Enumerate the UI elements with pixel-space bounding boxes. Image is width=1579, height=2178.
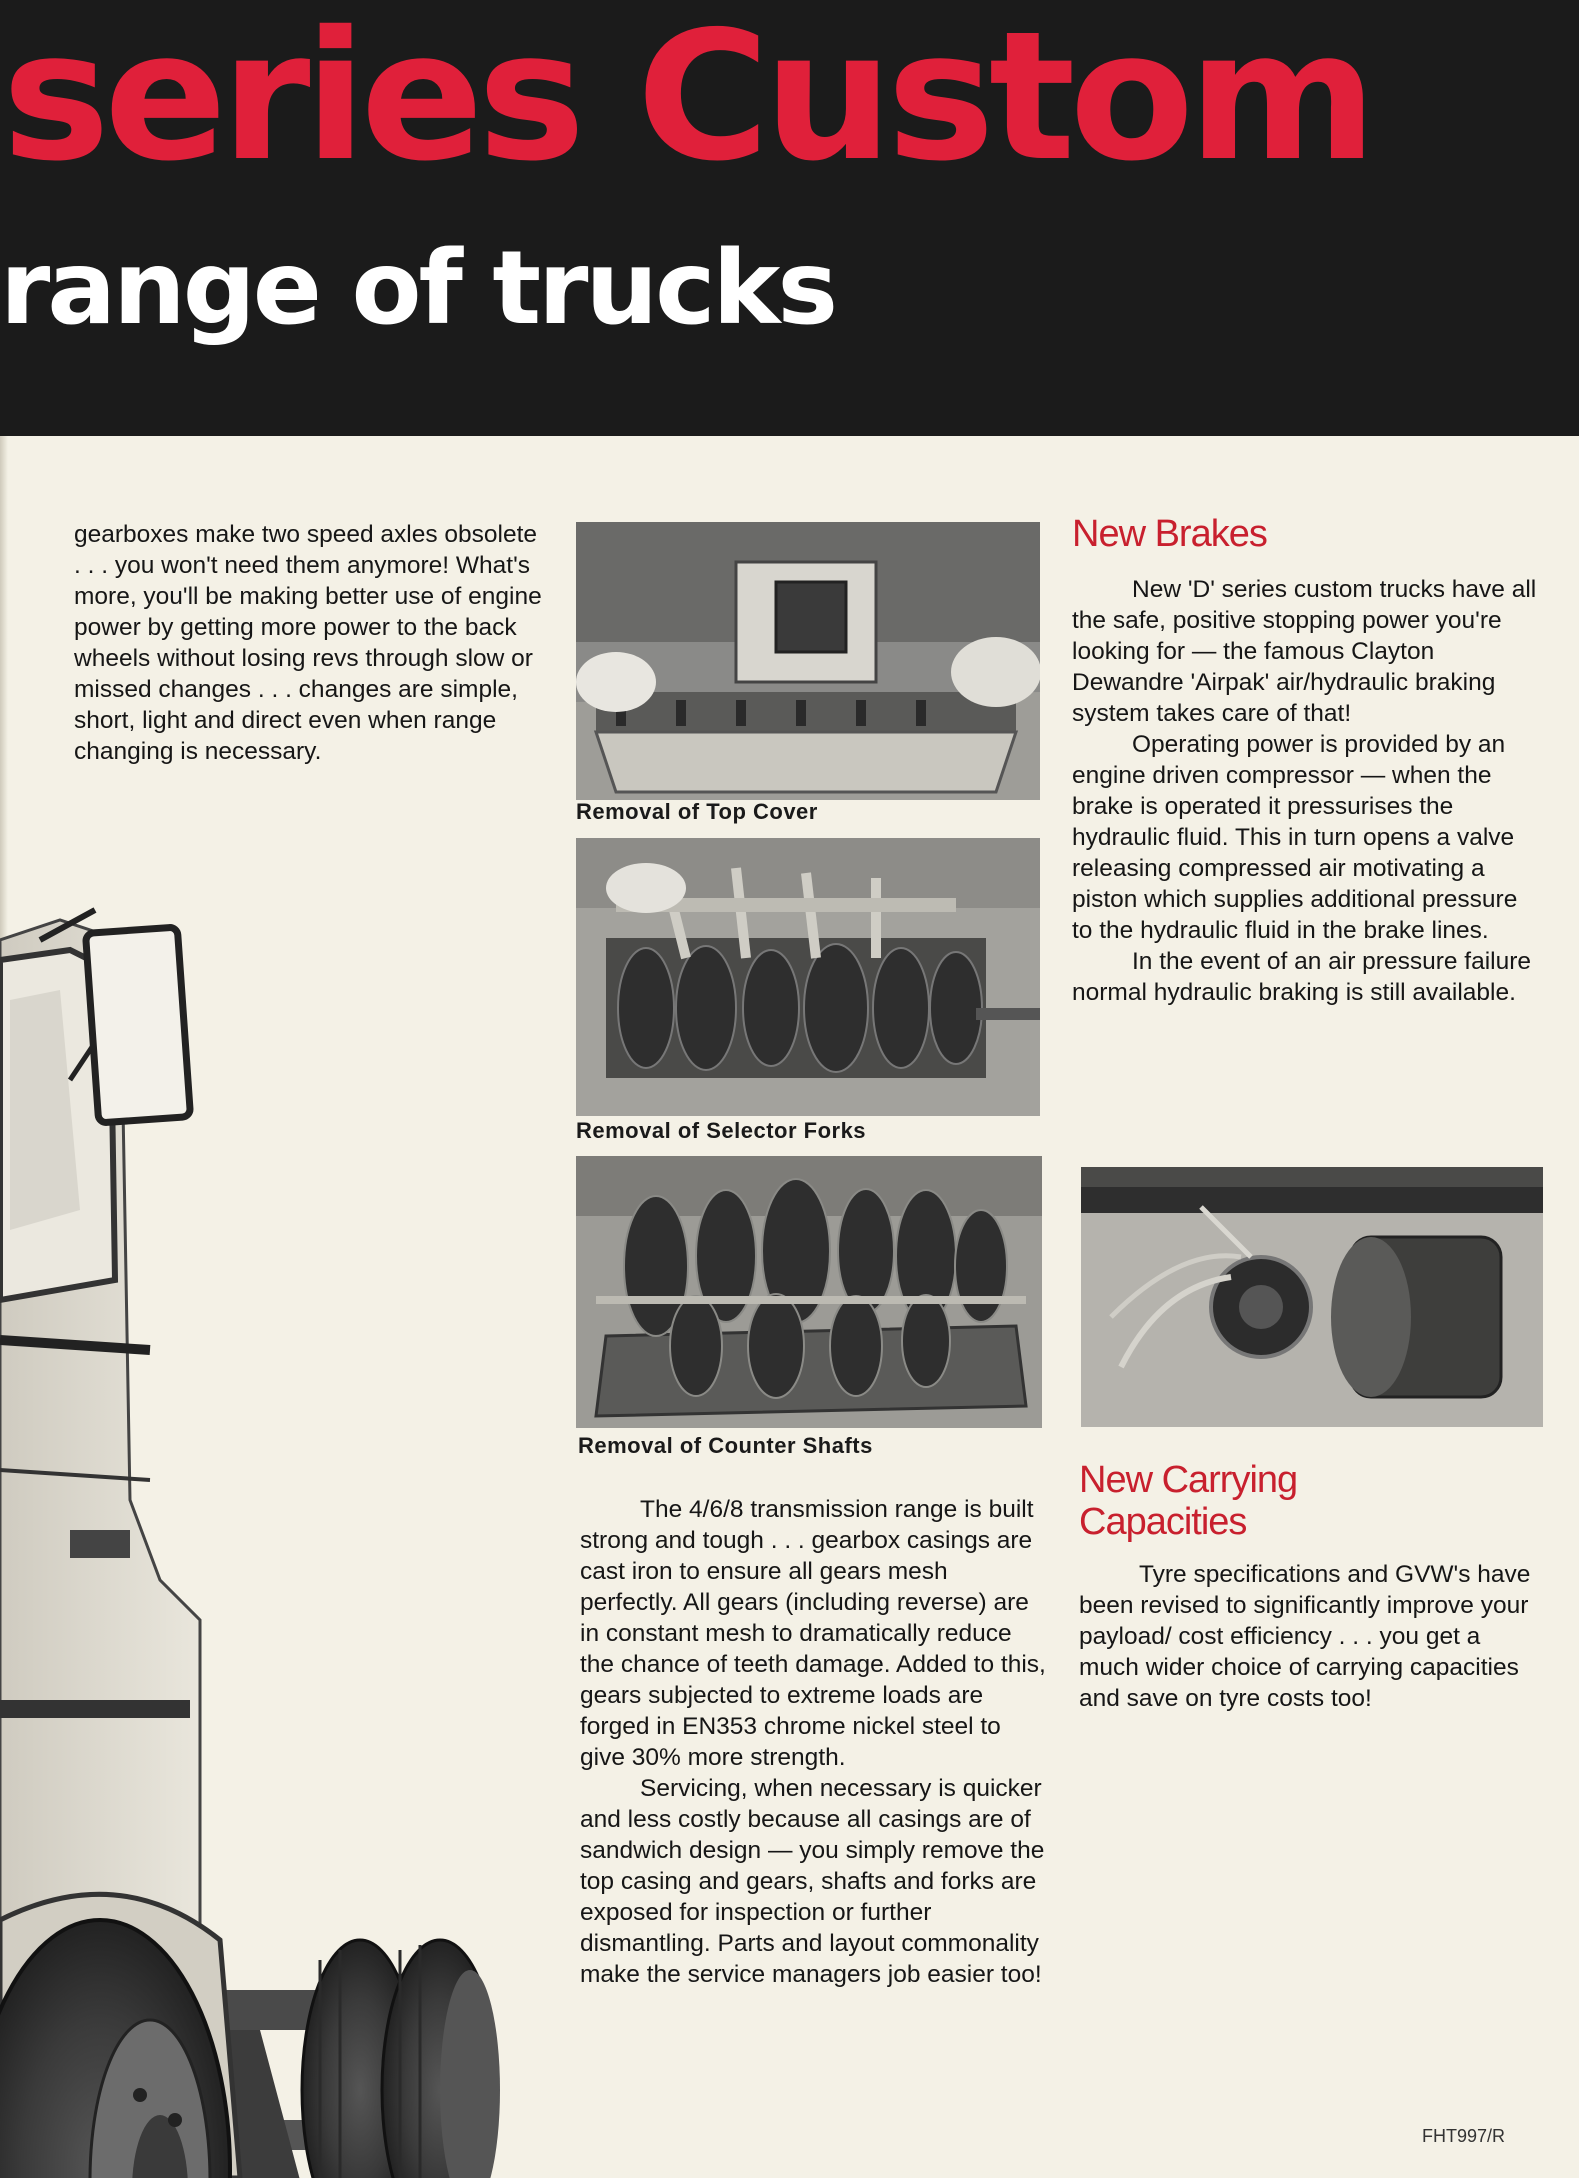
caption-selector-forks: Removal of Selector Forks xyxy=(576,1118,867,1143)
transmission-paragraph-2: Servicing, when necessary is quicker and less costly because all casings are of sandwich design — you simply remove the top casing and gears, shafts and forks are exposed for inspection or further dismantling. Parts and layout commonality make the service managers job easier too! xyxy=(580,1775,1045,1988)
truck-photo xyxy=(0,880,560,2178)
transmission-paragraph-1: The 4/6/8 transmission range is built strong and tough . . . gearbox casings are cast iron to ensure all gears mesh perfectly. All gears (including reverse) are in constant mesh to dramatically reduce the chance of teeth damage. Added to this, gears subjected to extreme loads are forged in EN353 chrome nickel steel to give 30% more strength. xyxy=(580,1496,1046,1771)
caption-counter-shafts: Removal of Counter Shafts xyxy=(578,1433,873,1458)
page-code: FHT997/R xyxy=(1422,2126,1506,2146)
photo-counter-shafts xyxy=(576,1156,1042,1428)
photo-selector-forks xyxy=(576,838,1040,1116)
caption-top-cover: Removal of Top Cover xyxy=(576,799,818,824)
capacities-text-block xyxy=(1079,1559,1534,1714)
intro-paragraph: gearboxes make two speed axles obsolete . . . you won't need them anymore! What's more, you'll be making better use of engine power by getting more power to the back wheels without losing revs through slow or missed changes . . . changes are simple, short, light and direct even when range changing is necessary. xyxy=(74,521,542,765)
brakes-paragraph-1: New 'D' series custom trucks have all the safe, positive stopping power you're looking for — the famous Clayton Dewandre 'Airpak' air/hydraulic braking system takes care of that! xyxy=(1072,576,1537,727)
transmission-text-block xyxy=(580,1494,1050,1990)
photo-brake-unit xyxy=(1081,1167,1543,1427)
brakes-heading: New Brakes xyxy=(1072,513,1267,555)
intro-text-block xyxy=(74,519,544,767)
brakes-text-block xyxy=(1072,574,1537,1008)
capacities-paragraph: Tyre specifications and GVW's have been revised to significantly improve your payload/ cost efficiency . . . you get a much wider choice of carrying capacities and save on tyre costs too! xyxy=(1079,1561,1531,1712)
page-title: series Custom xyxy=(2,0,1372,200)
photo-top-cover xyxy=(576,522,1040,800)
page-subtitle: range of trucks xyxy=(0,229,836,348)
header-banner xyxy=(0,0,1579,436)
brakes-paragraph-2: Operating power is provided by an engine driven compressor — when the brake is operated it pressurises the hydraulic fluid. This in turn opens a valve releasing compressed air motivating a piston which supplies additional pressure to the hydraulic fluid in the brake lines. xyxy=(1072,731,1518,944)
brakes-paragraph-3: In the event of an air pressure failure normal hydraulic braking is still available. xyxy=(1072,948,1532,1006)
capacities-heading: New Carrying Capacities xyxy=(1079,1459,1298,1543)
